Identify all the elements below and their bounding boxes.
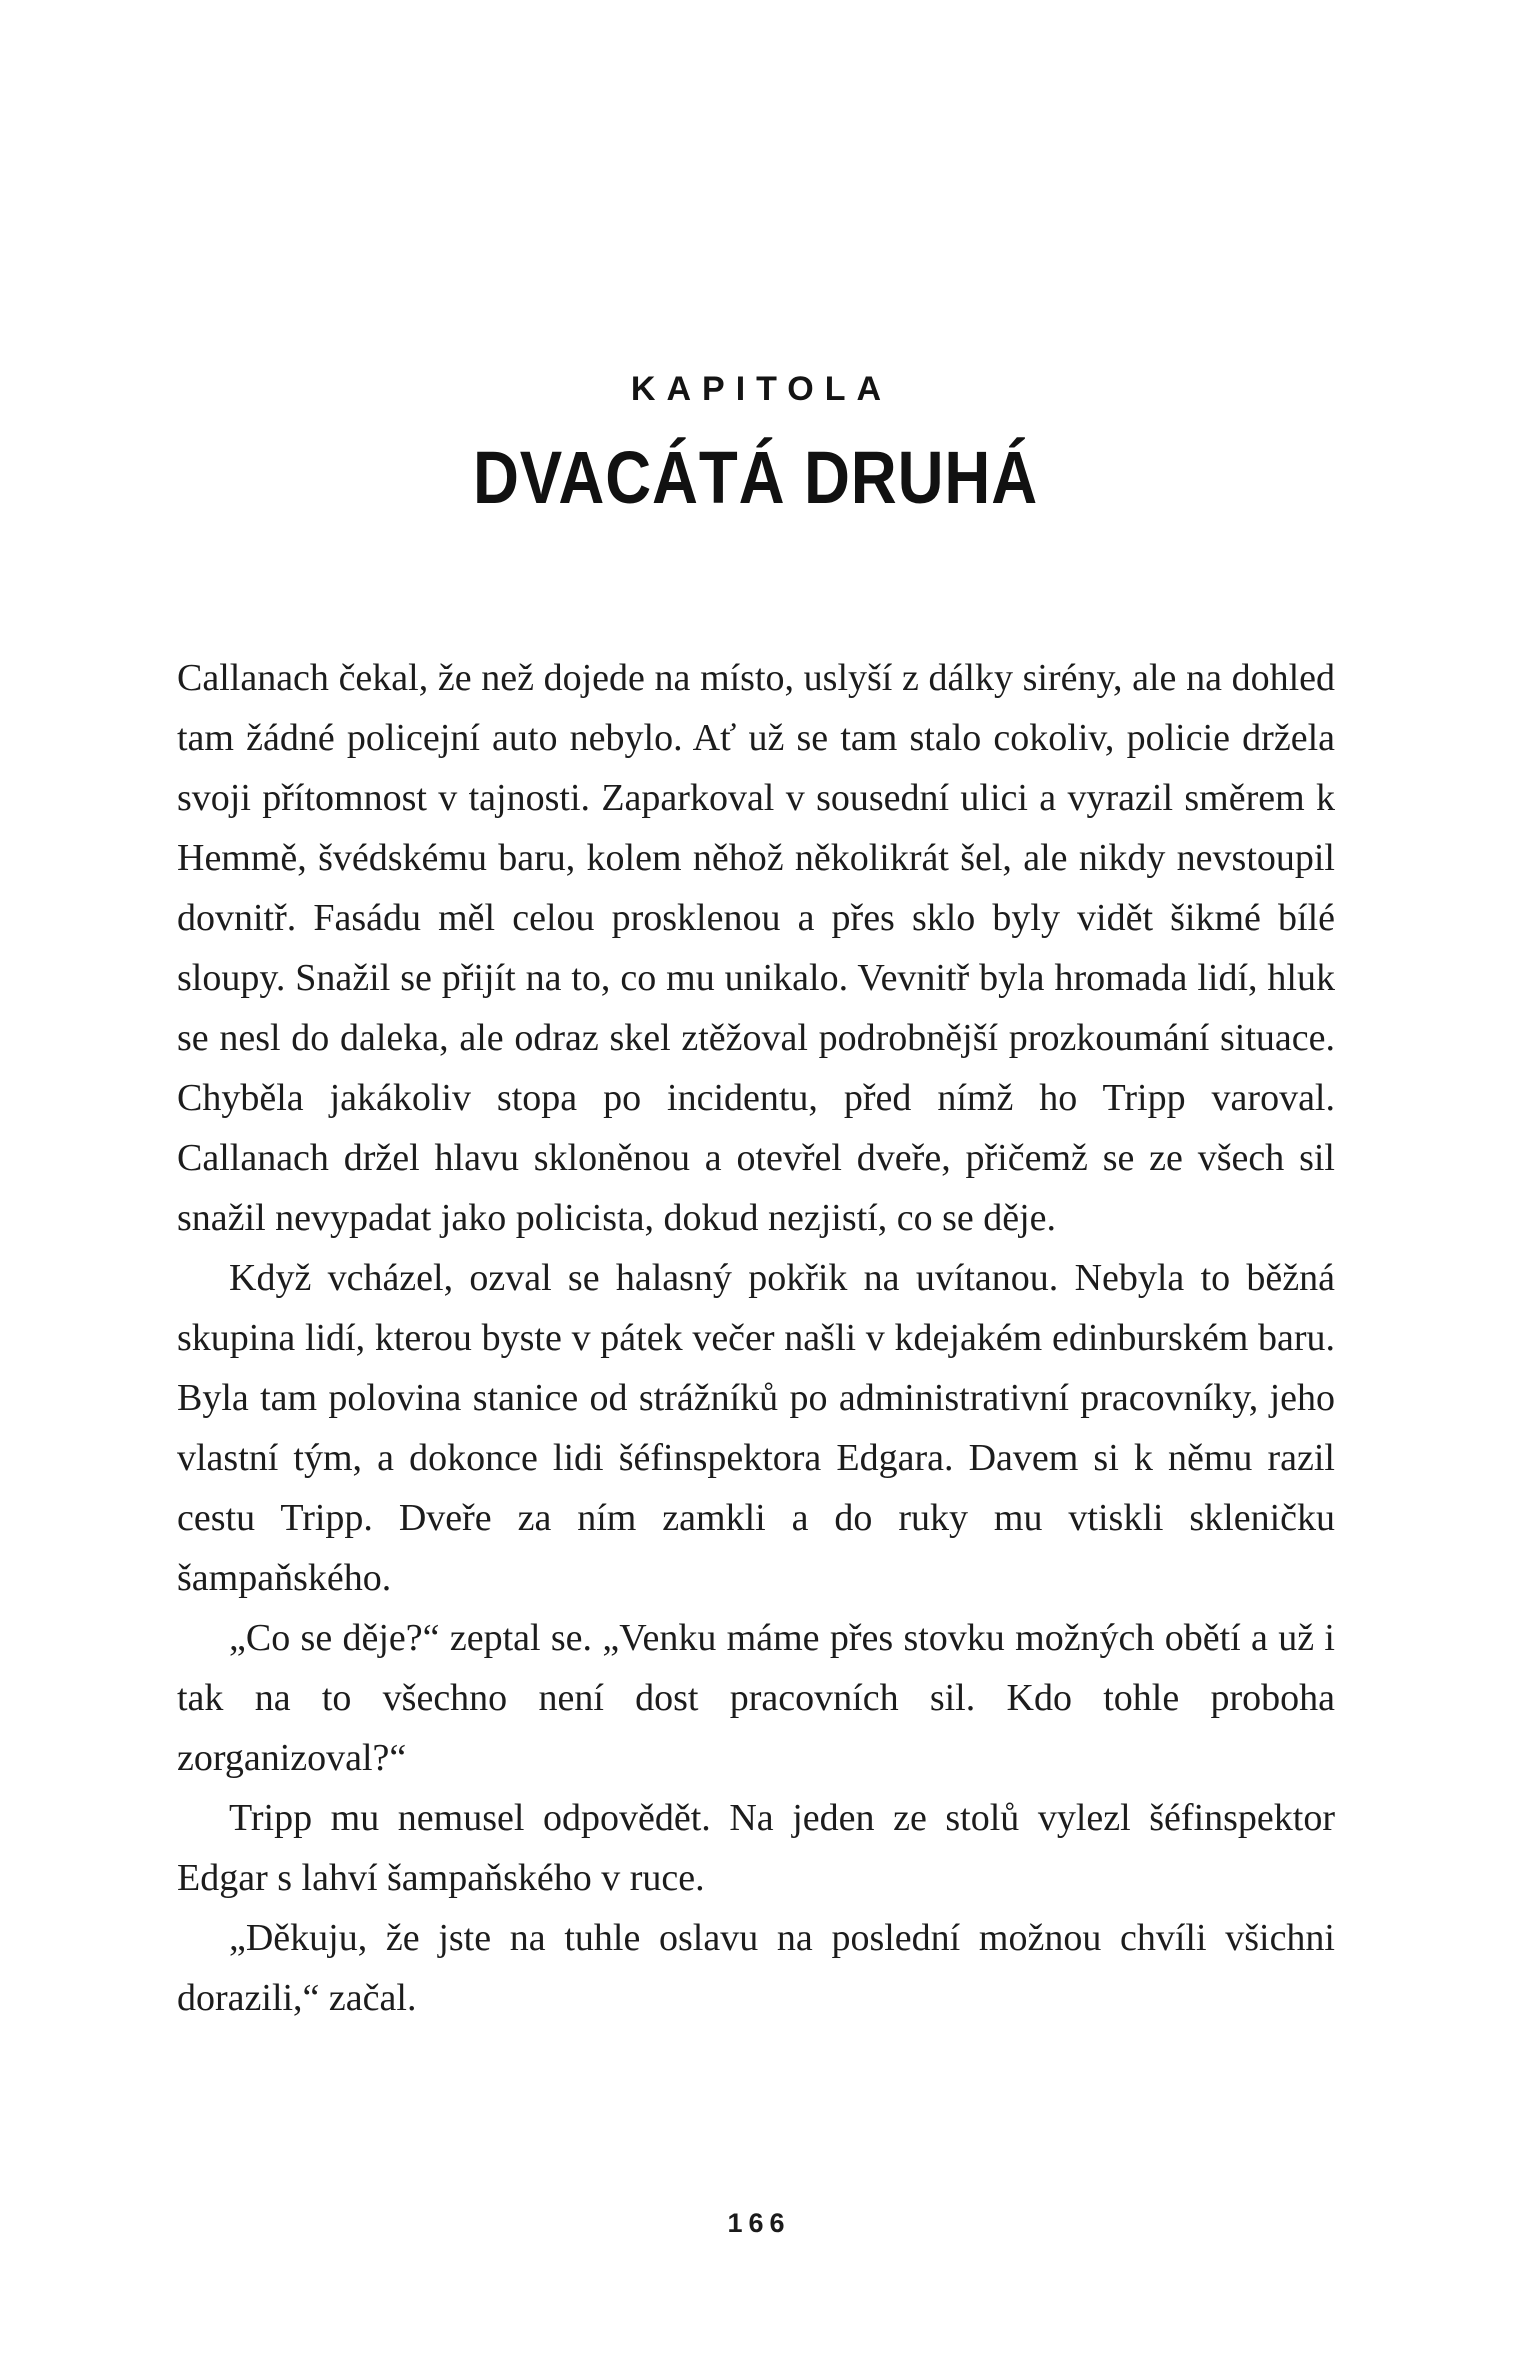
paragraph: Když vcházel, ozval se halasný pokřik na uvítanou. Nebyla to běžná skupina lidí, kterou byste v pátek večer našli v kdejakém edinburském baru. Byla tam polovina stanice od strážníků po administrativní pracovníky, jeho vlastní tým, a dokonce lidi šéfinspektora Edgara. Davem si k němu razil cestu Tripp. Dveře za ním zamkli a do ruky mu vtiskli skleničku šampaňského. [177,1257,1335,1599]
paragraph: Tripp mu nemusel odpovědět. Na jeden ze stolů vylezl šéfinspektor Edgar s lahví šampaňského v ruce. [177,1797,1335,1899]
chapter-label: KAPITOLA [630,370,893,408]
paragraph: „Co se děje?“ zeptal se. „Venku máme přes stovku možných obětí a už i tak na to všechno není dost pracovních sil. Kdo tohle proboha zorganizoval?“ [177,1617,1335,1779]
page-number: 166 [727,2208,791,2238]
body-text [177,648,1335,2028]
chapter-title-text: DVACÁTÁ DRUHÁ [473,436,1039,519]
paragraph: „Děkuju, že jste na tuhle oslavu na poslední možnou chvíli všichni dorazili,“ začal. [177,1917,1335,2019]
paragraph: Callanach čekal, že než dojede na místo, uslyší z dálky sirény, ale na dohled tam žádné policejní auto nebylo. Ať už se tam stalo cokoliv, policie držela svoji přítomnost v tajnosti. Zaparkoval v sousední ulici a vyrazil směrem k Hemmě, švédskému baru, kolem něhož několikrát šel, ale nikdy nevstoupil dovnitř. Fasádu měl celou prosklenou a přes sklo byly vidět šikmé bílé sloupy. Snažil se přijít na to, co mu unikalo. Vevnitř byla hromada lidí, hluk se nesl do daleka, ale odraz skel ztěžoval podrobnější prozkoumání situace. Chyběla jakákoliv stopa po incidentu, před nímž ho Tripp varoval. Callanach držel hlavu skloněnou a otevřel dveře, přičemž se ze všech sil snažil nevypadat jako policista, dokud nezjistí, co se děje. [177,657,1335,1239]
chapter-title [177,435,1335,520]
page-content [177,370,1335,2028]
